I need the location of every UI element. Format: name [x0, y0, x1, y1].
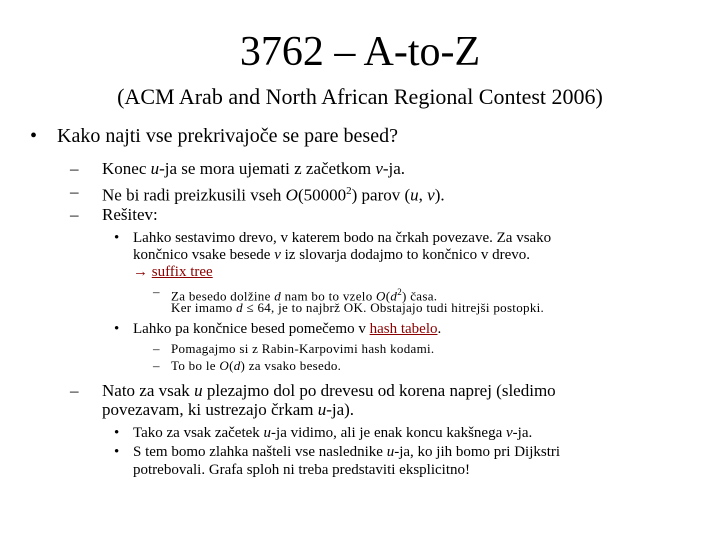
dash-marker: – — [70, 159, 79, 178]
arrow-icon: → — [133, 264, 148, 280]
dash-marker: – — [70, 205, 79, 224]
bullet-l4-rabin-karp — [171, 341, 434, 357]
bullet-l2-complexity — [102, 181, 445, 206]
var-u: u — [150, 159, 160, 178]
var-v: v — [427, 185, 435, 205]
var-u: u — [410, 185, 419, 205]
text-span: Ker imamo — [171, 300, 237, 315]
text-span: Lahko pa končnice besed pomečemo v — [133, 321, 370, 337]
text-span: -ja. — [382, 159, 406, 178]
text-span: ) časa. — [402, 288, 438, 304]
var-o: O — [219, 358, 230, 373]
text-span: plezajmo dol po drevesu od korena naprej (sledimo — [202, 381, 556, 400]
text-span: -ja. — [512, 425, 533, 441]
text-span: Lahko sestavimo drevo, v katerem bodo na črkah povezave. Za vsako — [133, 230, 552, 246]
text-span: potrebovali. Grafa sploh ni treba predstaviti eksplicitno! — [133, 462, 470, 478]
bullet-marker: • — [30, 125, 38, 147]
bullet-l2-solution — [102, 204, 158, 225]
bullet-l3-suffix-tree-line3 — [133, 263, 213, 281]
text-span: iz slovarja dodajmo to končnico v drevo. — [280, 247, 530, 263]
text-span: Nato za vsak — [102, 381, 195, 400]
text-span: ( — [385, 288, 391, 304]
dash-marker: – — [153, 358, 160, 373]
bullet-l3-dijkstra-line1 — [133, 443, 560, 461]
text-span: ) za vsako besedo. — [240, 358, 342, 373]
var-o: O — [376, 288, 386, 304]
text-span: ). — [434, 185, 445, 205]
text-span: ( — [229, 358, 234, 373]
text-span: (50000 — [297, 185, 347, 205]
bullet-l4-per-word — [171, 358, 341, 374]
var-u: u — [263, 425, 272, 441]
dash-marker: – — [70, 381, 79, 400]
slide-title: 3762 – A-to-Z — [239, 29, 481, 75]
text-span: Za besedo dolžine — [171, 288, 275, 304]
text-span: Pomagajmo si z Rabin-Karpovimi hash kodami. — [171, 341, 435, 356]
text-span: Rešitev: — [102, 205, 158, 224]
text-span: Konec — [102, 159, 151, 178]
bullet-text: Kako najti vse prekrivajoče se pare besed? — [57, 125, 398, 147]
dash-marker: – — [153, 341, 160, 356]
var-d: d — [236, 300, 243, 315]
var-u: u — [386, 444, 395, 460]
bullet-l2-suffix-match — [102, 158, 405, 179]
var-v: v — [505, 425, 513, 441]
bullet-l3-suffix-tree-line2 — [133, 246, 530, 264]
dash-marker: – — [70, 182, 79, 201]
bullet-marker: • — [114, 444, 120, 460]
bullet-l3-dijkstra-line2 — [133, 461, 470, 479]
bullet-marker: • — [114, 230, 120, 246]
bullet-l3-suffix-tree-line1 — [133, 229, 551, 247]
superscript: 2 — [397, 287, 403, 297]
bullet-l2-traverse-line1 — [102, 380, 556, 401]
bullet-l3-prefix-check — [133, 424, 532, 442]
var-v: v — [375, 159, 383, 178]
text-span: nam bo to vzelo — [281, 288, 377, 304]
text-span: To bo le — [171, 358, 220, 373]
text-span: ) parov ( — [351, 185, 411, 205]
var-d: d — [274, 288, 282, 304]
bullet-marker: • — [114, 425, 120, 441]
var-v: v — [274, 247, 281, 263]
text-span: . — [437, 321, 442, 337]
dash-marker: – — [153, 284, 160, 299]
text-span: S tem bomo zlahka našteli vse naslednike — [133, 444, 387, 460]
text-span: -ja se mora ujemati z začetkom — [159, 159, 376, 178]
bullet-l1-question — [57, 124, 398, 148]
text-span: ≤ 64, je to najbrž OK. Obstajajo tudi hitrejši postopki. — [242, 300, 545, 315]
bullet-l2-traverse-line2 — [102, 399, 354, 420]
text-span: -ja). — [326, 400, 355, 419]
bullet-marker: • — [114, 321, 120, 337]
text-span: Tako za vsak začetek — [133, 425, 264, 441]
var-o: O — [285, 185, 298, 205]
var-u: u — [317, 400, 327, 419]
slide-subtitle: (ACM Arab and North African Regional Contest 2006) — [117, 84, 603, 109]
hash-table-link[interactable]: hash tabelo — [369, 321, 438, 337]
var-d: d — [233, 358, 241, 373]
text-span: -ja vidimo, ali je enak koncu kakšnega — [271, 425, 506, 441]
text-span: -ja, ko jih bomo pri Dijkstri — [394, 444, 561, 460]
superscript: 2 — [346, 185, 352, 197]
bullet-l3-hash-table — [133, 320, 441, 338]
bullet-l4-word-length-line2 — [171, 300, 544, 316]
var-d: d — [390, 288, 398, 304]
text-span: povezavam, ki ustrezajo črkam — [102, 400, 318, 419]
suffix-tree-link[interactable]: suffix tree — [151, 264, 213, 280]
text-span: Ne bi radi preizkusili vseh — [102, 185, 286, 205]
var-u: u — [194, 381, 203, 400]
text-span: , — [418, 185, 428, 205]
text-span: končnico vsake besede — [133, 247, 275, 263]
